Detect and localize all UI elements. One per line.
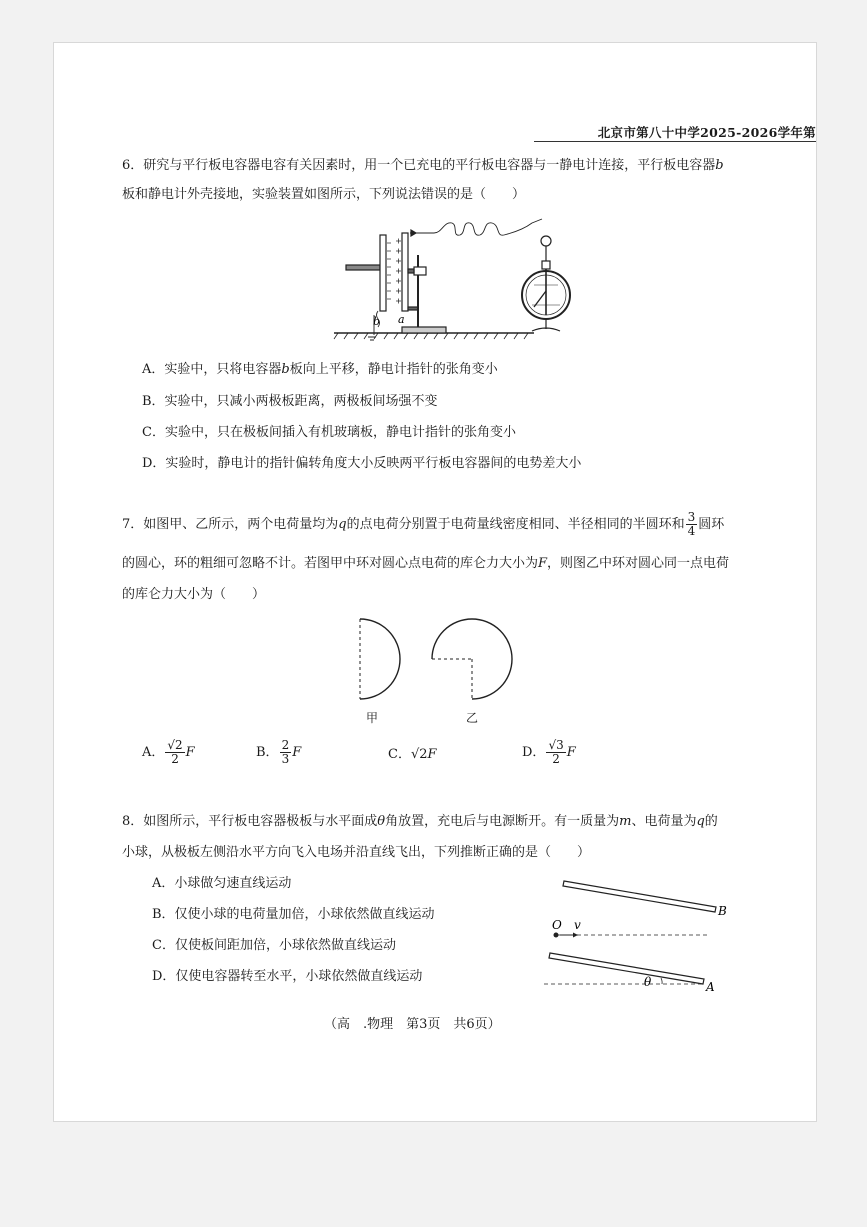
q7-line2: 的圆心，环的粗细可忽略不计。若图甲中环对圆心点电荷的库仑力大小为F，则图乙中环对圆心同一点电荷: [122, 556, 730, 571]
q6-option-d[interactable]: D．实验时，静电计的指针偏转角度大小反映两平行板电容器间的电势差大小: [142, 456, 582, 471]
q6-line2: 板和静电计外壳接地，实验装置如图所示，下列说法错误的是（ ）: [122, 187, 526, 202]
q7-option-a[interactable]: A． $\frac{√2}{2}$ F: [142, 738, 195, 766]
q6-plate-a-label: a: [398, 313, 405, 326]
q6-option-b[interactable]: B．实验中，只减小两极板距离，两极板间场强不变: [142, 394, 438, 409]
q8-line1: 8．如图所示，平行板电容器极板与水平面成θ角放置，充电后与电源断开。有一质量为m、电荷量为q的: [122, 814, 718, 829]
q8-plate-b-label: B: [718, 904, 727, 918]
q6-line1: 6．研究与平行板电容器电容有关因素时，用一个已充电的平行板电容器与一静电计连接，平行板电容器b: [122, 158, 724, 173]
q8-option-a[interactable]: A．小球做匀速直线运动: [152, 876, 292, 891]
q8-point-o-label: O: [552, 918, 562, 932]
q7-option-c[interactable]: C．√2F: [388, 747, 437, 762]
q6-plate-b-label: b: [373, 315, 381, 328]
q8-line2: 小球，从极板左侧沿水平方向飞入电场并沿直线飞出，下列推断正确的是（ ）: [122, 845, 591, 860]
header-rule: [534, 141, 816, 142]
q7-option-b[interactable]: B． $\frac{2}{3}$ F: [256, 738, 302, 766]
q6-option-c[interactable]: C．实验中，只在极板间插入有机玻璃板，静电计指针的张角变小: [142, 425, 516, 440]
q6-capacitor-figure: [334, 215, 549, 345]
q8-option-b[interactable]: B．仅使小球的电荷量加倍，小球依然做直线运动: [152, 907, 435, 922]
q8-plate-a-label: A: [706, 980, 715, 994]
school-header: 北京市第八十中学2025-2026学年第: [597, 125, 816, 140]
q7-three-quarters-fraction: $\frac{3}{4}$: [687, 510, 696, 538]
q7-label-yi: 乙: [466, 711, 479, 725]
q6-option-a[interactable]: A．实验中，只将电容器b板向上平移，静电计指针的张角变小: [142, 362, 498, 377]
q7-line1: 7．如图甲、乙所示，两个电荷量均为q的点电荷分别置于电荷量线密度相同、半径相同的半圆环和 $\frac{3}{4}$ 圆环: [122, 510, 725, 538]
q8-velocity-label: v: [574, 918, 581, 932]
q8-angle-label: θ: [644, 975, 652, 989]
q8-option-d[interactable]: D．仅使电容器转至水平，小球依然做直线运动: [152, 969, 423, 984]
q7-option-d[interactable]: D． $\frac{√3}{2}$ F: [522, 738, 576, 766]
q8-capacitor-figure: [544, 873, 727, 994]
q7-label-jia: 甲: [366, 711, 379, 725]
page-footer: （高 .物理 第3页 共6页）: [324, 1017, 501, 1032]
q7-line3: 的库仑力大小为（ ）: [122, 587, 266, 602]
exam-page: [53, 42, 817, 1122]
q8-option-c[interactable]: C．仅使板间距加倍，小球依然做直线运动: [152, 938, 396, 953]
